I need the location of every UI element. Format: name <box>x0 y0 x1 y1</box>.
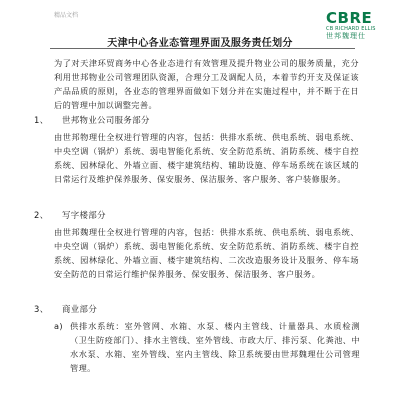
section-1-body: 由世邦物理仕全权进行管理的内容，包括：供排水系统、供电系统、弱电系统、中央空调（锅炉）系统、弱电智能化系统、安全防范系统、消防系统、楼宇自控系统、园林绿化、外墙立面、楼宇建筑结构、辅助设施、停车场系统在该区域的日常运行及维护保养服务、保安服务、保洁服务、客户服务、客户装修服务。 <box>54 132 359 184</box>
section-2-title: 写字楼部分 <box>62 210 106 220</box>
header-note: 精品文档 <box>54 12 79 19</box>
section-3-number: 3、 <box>34 304 49 314</box>
item-text: 供排水系统：室外管网、水箱、水泵、楼内主管线、计量器具、水质检测（卫生防疫部门）、排水主管线、室外管线、市政大厅、排污泵、化粪池、中水水泵、水箱、室外管线、室内主管线、除卫系统要由世邦魏理仕公司管理管理。 <box>70 321 360 373</box>
title-underline <box>50 48 355 49</box>
section-2-number: 2、 <box>34 210 49 220</box>
section-2-body: 由世邦魏理仕全权进行管理的内容，包括：供排水系统、供电系统、弱电系统、中央空调（锅炉）系统、弱电智能化系统、安全防范系统、消防系统、楼宇自控系统、园林绿化、外墙立面、楼宇建筑结构、二次改造服务设计及服务、停车场安全防范的日常运行维护保养服务、保安服务、保洁服务、客户服务。 <box>54 227 359 279</box>
logo-subtitle: CB RICHARD ELLIS <box>326 26 376 32</box>
section-3-title: 商业部分 <box>62 304 98 314</box>
section-3-heading <box>34 303 354 315</box>
intro-paragraph: 为了对天津环贸商务中心各业态进行有效管理及提升物业公司的服务质量，充分利用世邦物业公司管理团队资源，合理分工及调配人员，本着节约开支及保证该产品品质的原则，各业态的管理界面做如下划分并在实施过程中，并不断于在日后的管理中加以调整完善。 <box>54 58 359 110</box>
section-1-heading <box>34 114 354 126</box>
section-2-heading <box>34 209 354 221</box>
section-3-item-a <box>54 319 360 375</box>
section-1-number: 1、 <box>34 115 49 125</box>
logo-mark: CBRE <box>326 9 373 27</box>
section-1-title: 世邦物业公司服务部分 <box>62 115 150 125</box>
item-label: a) <box>54 321 64 331</box>
document-title: 天津中心各业态管理界面及服务责任划分 <box>107 38 293 49</box>
logo-chinese-name: 世邦魏理仕 <box>326 32 366 40</box>
